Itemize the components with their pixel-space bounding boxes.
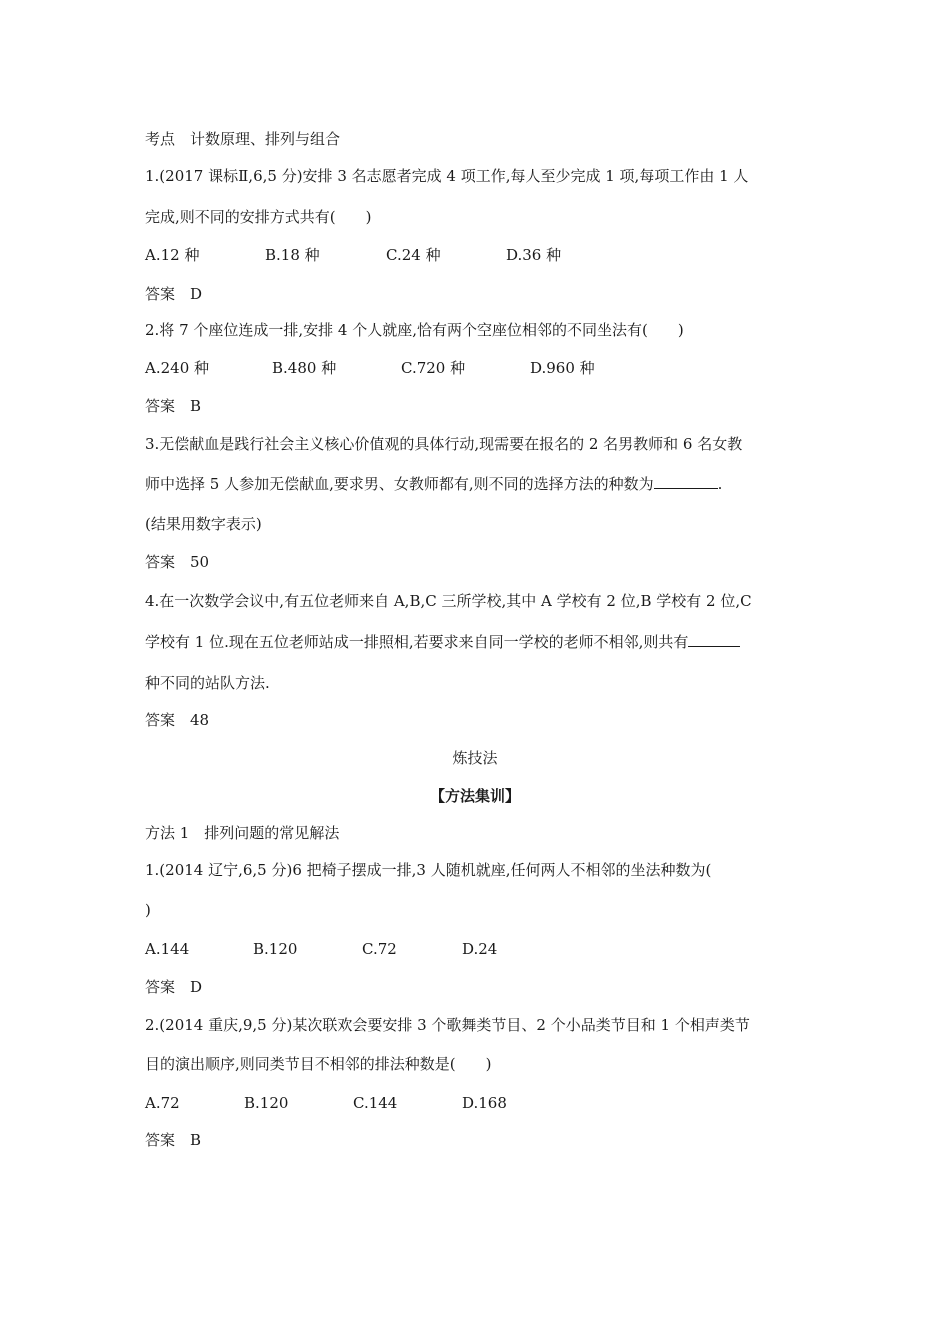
q4-stem-text: 学校有 1 位.现在五位老师站成一排照相,若要求来自同一学校的老师不相邻,则共有 — [145, 633, 689, 651]
m2-options — [145, 1093, 507, 1113]
q1-options — [145, 245, 561, 265]
m2-stem-line1: 2.(2014 重庆,9,5 分)某次联欢会要安排 3 个歌舞类节目、2 个小品类节目和 1 个相声类节 — [145, 1016, 750, 1034]
m1-option-c: C.72 — [362, 940, 397, 958]
q1-stem-line1: 1.(2017 课标Ⅱ,6,5 分)安排 3 名志愿者完成 4 项工作,每人至少完成 1 项,每项工作由 1 人 — [145, 167, 749, 185]
q1-option-a: A.12 种 — [145, 246, 200, 264]
q2-options — [145, 358, 595, 378]
section-subheading: 【方法集训】 — [429, 787, 520, 805]
q3-answer: 答案 50 — [145, 553, 210, 571]
q2-option-a: A.240 种 — [145, 359, 209, 377]
q2-answer: 答案 B — [145, 397, 202, 415]
m2-answer: 答案 B — [145, 1131, 202, 1149]
method-title: 方法 1 排列问题的常见解法 — [145, 824, 340, 842]
m1-option-d: D.24 — [462, 940, 498, 958]
q3-stem-text: 师中选择 5 人参加无偿献血,要求男、女教师都有,则不同的选择方法的种数为 — [145, 475, 654, 493]
q4-stem-line2 — [145, 632, 740, 652]
q3-stem-line3: (结果用数字表示) — [145, 515, 262, 533]
q3-stem-line1: 3.无偿献血是践行社会主义核心价值观的具体行动,现需要在报名的 2 名男教师和 6 名女教 — [145, 435, 743, 453]
q3-stem-line2 — [145, 474, 722, 494]
m2-stem-line2: 目的演出顺序,则同类节目不相邻的排法种数是( ) — [145, 1055, 492, 1073]
q1-option-c: C.24 种 — [386, 246, 441, 264]
m1-option-b: B.120 — [253, 940, 298, 958]
q3-stem-end: . — [717, 475, 723, 493]
m2-option-b: B.120 — [244, 1094, 289, 1112]
q4-stem-line1: 4.在一次数学会议中,有五位老师来自 A,B,C 三所学校,其中 A 学校有 2 位,B 学校有 2 位,C — [145, 592, 752, 610]
q2-option-b: B.480 种 — [272, 359, 337, 377]
q1-option-b: B.18 种 — [265, 246, 320, 264]
q2-option-c: C.720 种 — [401, 359, 466, 377]
m1-stem-line2: ) — [145, 901, 151, 919]
q1-option-d: D.36 种 — [506, 246, 562, 264]
q1-answer: 答案 D — [145, 285, 203, 303]
m1-options — [145, 939, 497, 959]
m1-answer: 答案 D — [145, 978, 203, 996]
m2-option-d: D.168 — [462, 1094, 507, 1112]
q2-stem-line1: 2.将 7 个座位连成一排,安排 4 个人就座,恰有两个空座位相邻的不同坐法有( ) — [145, 321, 684, 339]
m2-option-c: C.144 — [353, 1094, 398, 1112]
answer-blank — [688, 632, 740, 647]
q4-stem-line3: 种不同的站队方法. — [145, 674, 270, 692]
q1-stem-line2: 完成,则不同的安排方式共有( ) — [145, 208, 372, 226]
q2-option-d: D.960 种 — [530, 359, 595, 377]
q4-answer: 答案 48 — [145, 711, 210, 729]
section-title: 考点 计数原理、排列与组合 — [145, 130, 341, 148]
m2-option-a: A.72 — [145, 1094, 180, 1112]
section-heading: 炼技法 — [452, 749, 498, 767]
answer-blank — [654, 474, 718, 489]
m1-option-a: A.144 — [145, 940, 190, 958]
m1-stem-line1: 1.(2014 辽宁,6,5 分)6 把椅子摆成一排,3 人随机就座,任何两人不相邻的坐法种数为( — [145, 861, 712, 879]
